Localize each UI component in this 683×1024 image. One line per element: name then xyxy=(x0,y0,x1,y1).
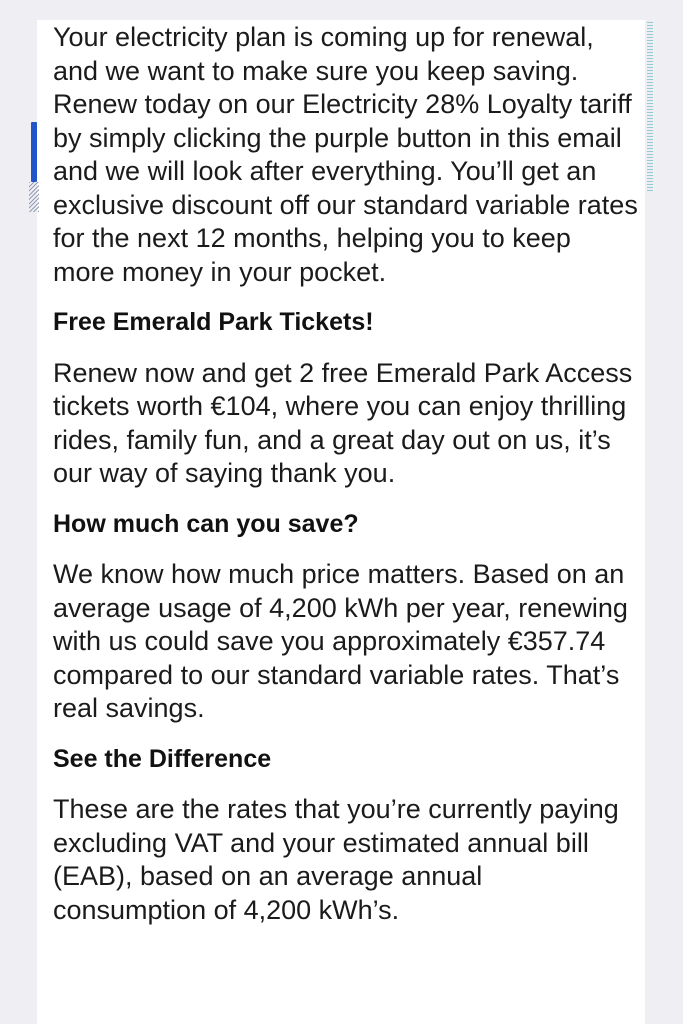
savings-heading: How much can you save? xyxy=(53,509,359,538)
tickets-paragraph: Renew now and get 2 free Emerald Park Access tickets worth €104, where you can enjoy thrilling rides, family fun, and a great day out on us, it’s our way of saying thank you. xyxy=(53,357,633,488)
renewal-paragraph: Your electricity plan is coming up for renewal, and we want to make sure you keep saving. Renew today on our Electricity 28% Loyalty tariff by simply clicking the purple button in this email and we will look after everything. You’ll get an exclusive discount off our standard variable rates for the next 12 months, helping you to keep more money in your pocket. xyxy=(53,22,638,287)
tickets-heading: Free Emerald Park Tickets! xyxy=(53,308,374,336)
scroll-indicator[interactable] xyxy=(647,22,653,192)
email-body xyxy=(53,21,638,944)
difference-heading: See the Difference xyxy=(53,744,272,773)
savings-paragraph: We know how much price matters. Based on an average usage of 4,200 kWh per year, renewing with us could save you approximately €357.74 compared to our standard variable rates. That’s real savings. xyxy=(53,559,628,723)
difference-paragraph: These are the rates that you’re currently paying excluding VAT and your estimated annual bill (EAB), based on an average annual consumption of 4,200 kWh’s. xyxy=(53,794,619,925)
left-edge-hatch xyxy=(29,182,39,212)
top-margin xyxy=(0,0,683,20)
left-edge-marker xyxy=(31,122,37,182)
